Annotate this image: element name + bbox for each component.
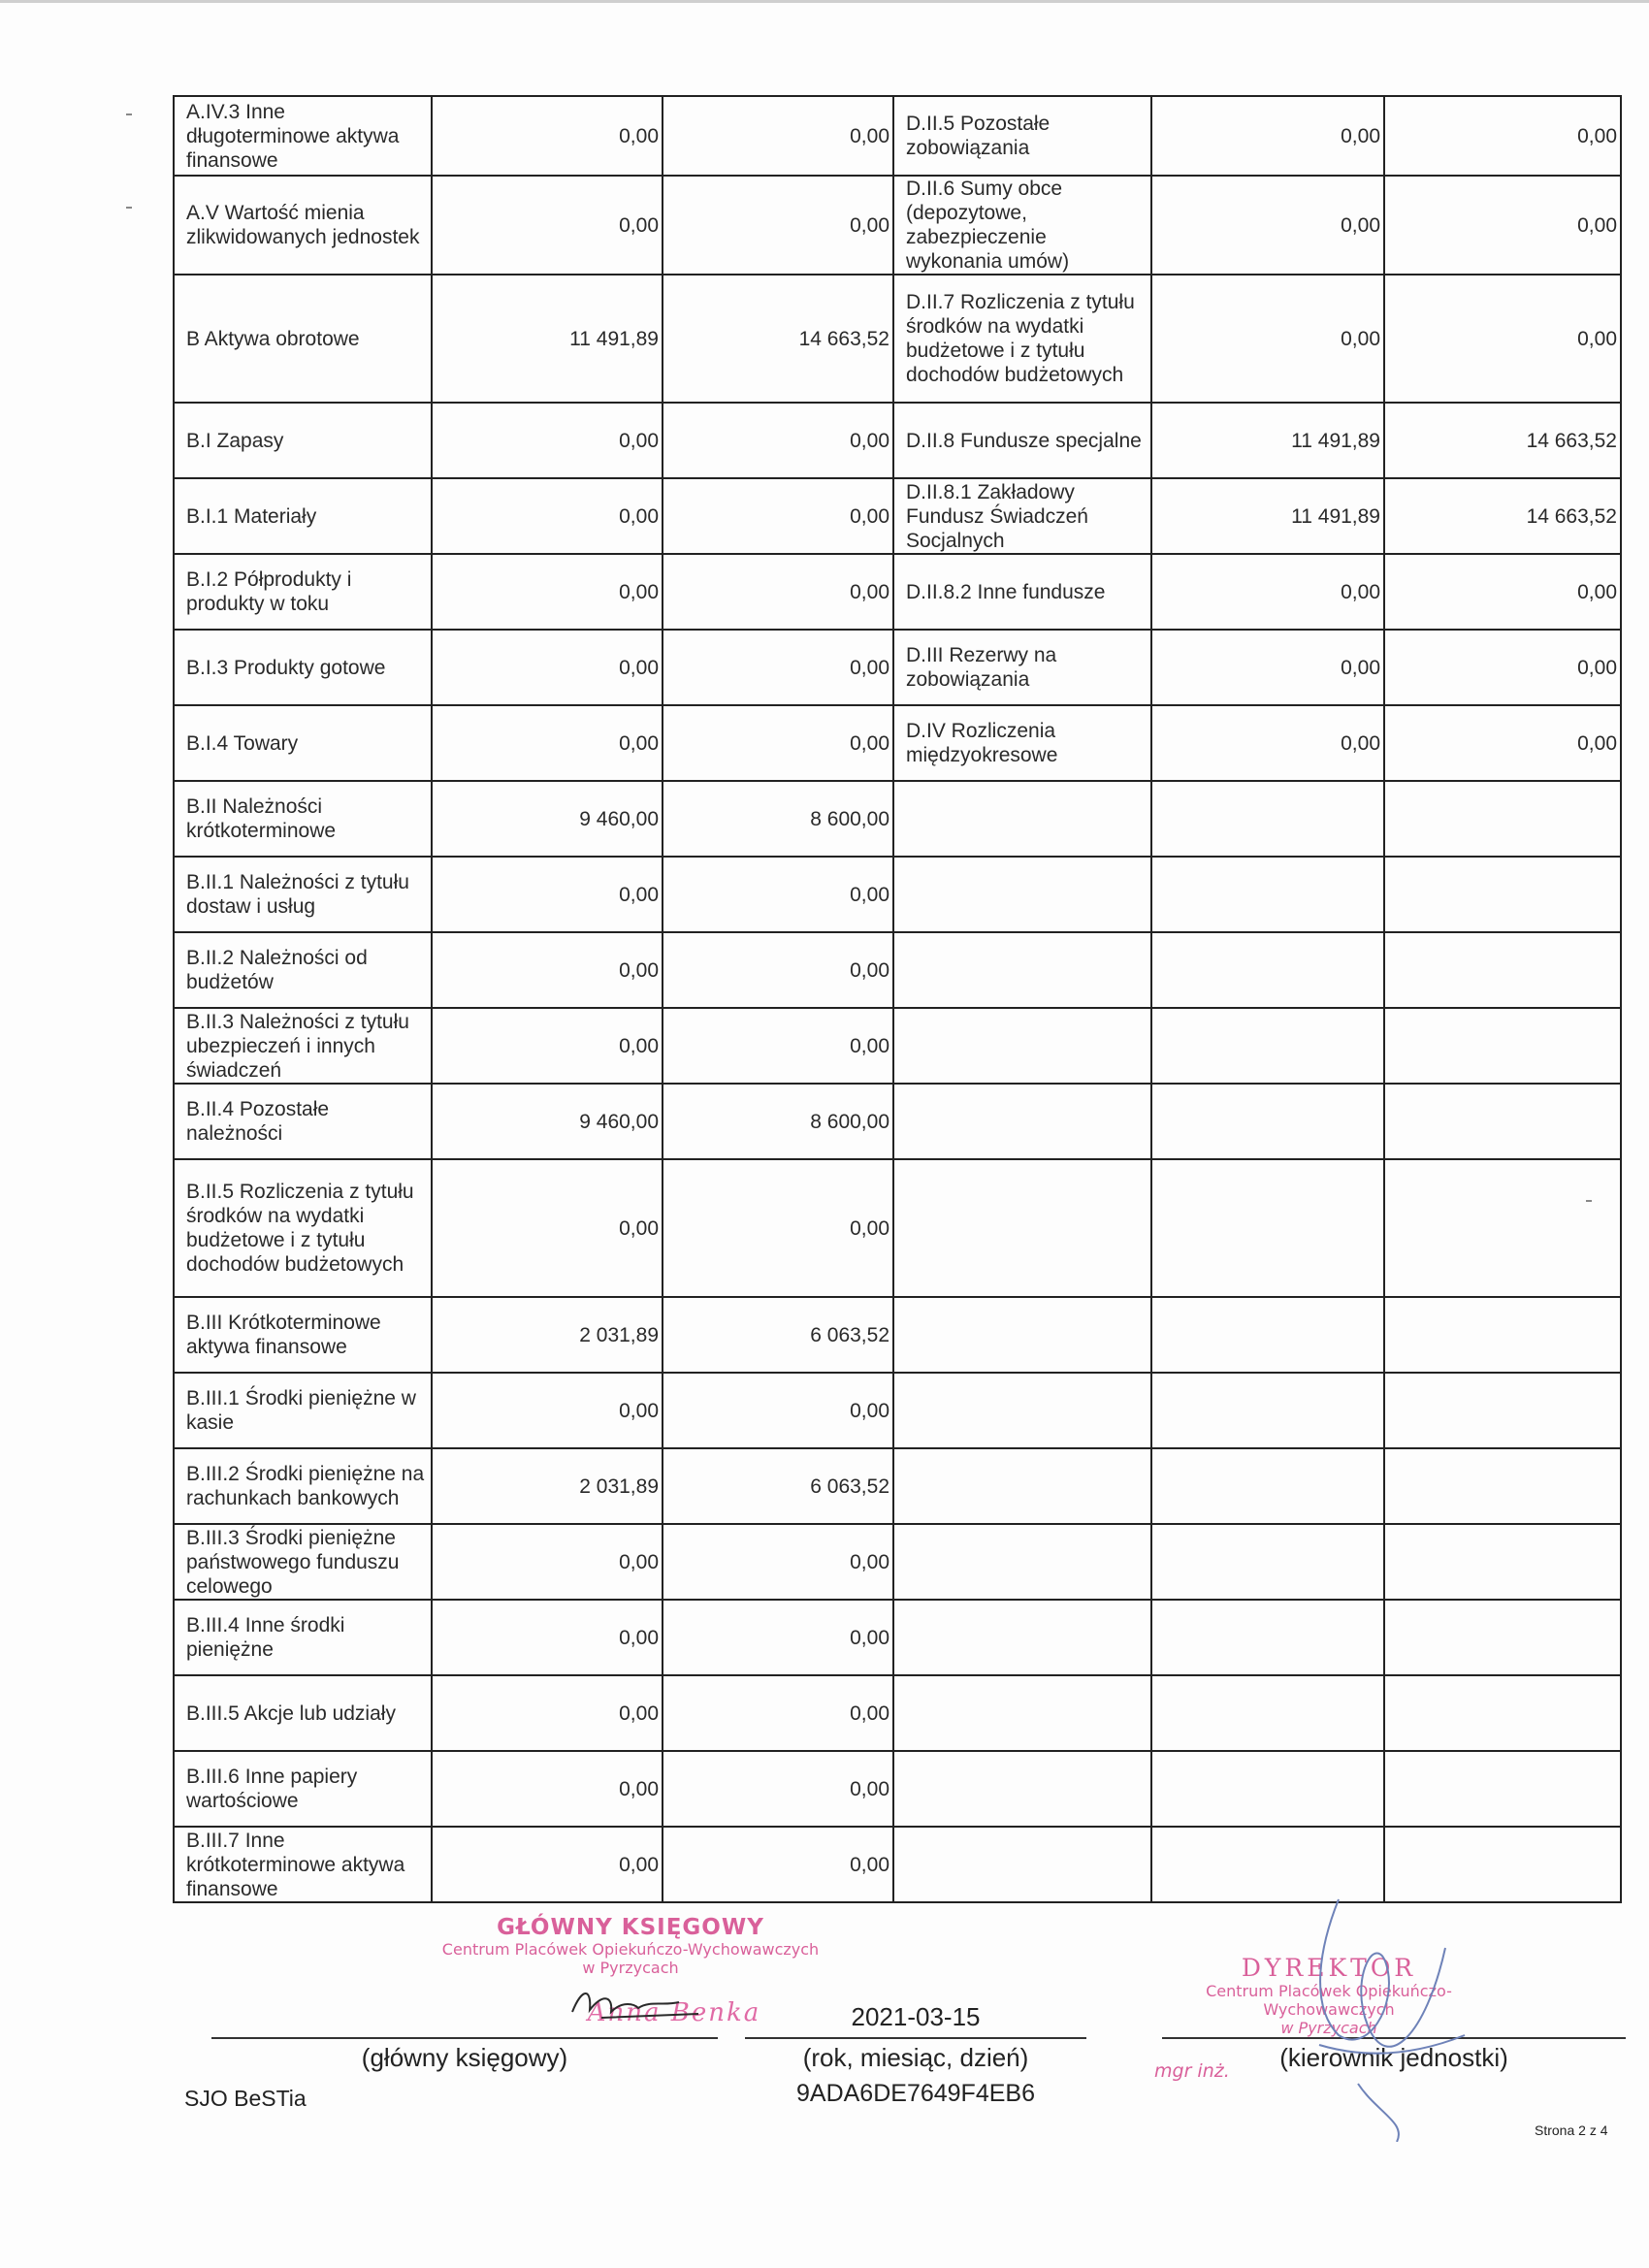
asset-value-current-cell: 0,00 bbox=[663, 478, 893, 554]
liability-value-current-cell bbox=[1384, 1297, 1621, 1373]
liability-label-cell bbox=[893, 1751, 1151, 1827]
document-checksum: 9ADA6DE7649F4EB6 bbox=[796, 2080, 1035, 2107]
date-line bbox=[745, 2037, 1086, 2039]
accountant-signature bbox=[563, 1983, 708, 2025]
asset-value-current-cell: 0,00 bbox=[663, 1827, 893, 1902]
asset-label-cell: B.II.5 Rozliczenia z tytułu środków na wydatki budżetowe i z tytułu dochodów budżetowych bbox=[174, 1159, 432, 1297]
liability-label-cell bbox=[893, 1084, 1151, 1159]
asset-value-prev-cell: 0,00 bbox=[432, 96, 663, 176]
liability-label-cell: D.III Rezerwy na zobowiązania bbox=[893, 630, 1151, 705]
liability-label-cell: D.II.8.1 Zakładowy Fundusz Świadczeń Socjalnych bbox=[893, 478, 1151, 554]
asset-label-cell: B.II.4 Pozostałe należności bbox=[174, 1084, 432, 1159]
table-row bbox=[174, 275, 1621, 403]
table-row bbox=[174, 1751, 1621, 1827]
asset-value-prev-cell: 0,00 bbox=[432, 705, 663, 781]
liability-value-prev-cell: 11 491,89 bbox=[1151, 478, 1384, 554]
asset-label-cell: B.III.6 Inne papiery wartościowe bbox=[174, 1751, 432, 1827]
stamp-title: GŁÓWNY KSIĘGOWY bbox=[497, 1915, 764, 1940]
table-row bbox=[174, 781, 1621, 857]
liability-value-current-cell bbox=[1384, 1008, 1621, 1084]
liability-value-prev-cell bbox=[1151, 781, 1384, 857]
liability-value-current-cell: 14 663,52 bbox=[1384, 403, 1621, 478]
asset-value-prev-cell: 0,00 bbox=[432, 403, 663, 478]
asset-label-cell: B.II.3 Należności z tytułu ubezpieczeń i innych świadczeń bbox=[174, 1008, 432, 1084]
asset-value-current-cell: 0,00 bbox=[663, 403, 893, 478]
table-row bbox=[174, 96, 1621, 176]
asset-value-current-cell: 0,00 bbox=[663, 1751, 893, 1827]
table-row bbox=[174, 1159, 1621, 1297]
stamp-line: mgr inż. bbox=[1154, 2060, 1230, 2082]
table-row bbox=[174, 403, 1621, 478]
liability-value-prev-cell bbox=[1151, 1675, 1384, 1751]
liability-value-current-cell: 0,00 bbox=[1384, 96, 1621, 176]
date-caption: (rok, miesiąc, dzień) bbox=[802, 2043, 1029, 2072]
asset-label-cell: B.III.7 Inne krótkoterminowe aktywa finansowe bbox=[174, 1827, 432, 1902]
stamp-name: Anna Benka bbox=[587, 1998, 761, 2027]
balance-sheet-table bbox=[173, 95, 1622, 1903]
liability-value-prev-cell bbox=[1151, 1084, 1384, 1159]
liability-value-prev-cell bbox=[1151, 1373, 1384, 1448]
table-row bbox=[174, 705, 1621, 781]
liability-value-current-cell: 0,00 bbox=[1384, 630, 1621, 705]
asset-value-prev-cell: 9 460,00 bbox=[432, 781, 663, 857]
table-row bbox=[174, 176, 1621, 275]
asset-value-prev-cell: 2 031,89 bbox=[432, 1297, 663, 1373]
liability-label-cell: D.II.8.2 Inne fundusze bbox=[893, 554, 1151, 630]
liability-value-current-cell: 0,00 bbox=[1384, 705, 1621, 781]
liability-value-current-cell: 0,00 bbox=[1384, 275, 1621, 403]
director-signature bbox=[1280, 1890, 1474, 2142]
liability-value-current-cell: 0,00 bbox=[1384, 176, 1621, 275]
asset-value-prev-cell: 0,00 bbox=[432, 1159, 663, 1297]
asset-label-cell: B.III.2 Środki pieniężne na rachunkach bankowych bbox=[174, 1448, 432, 1524]
liability-value-prev-cell: 0,00 bbox=[1151, 176, 1384, 275]
asset-value-current-cell: 0,00 bbox=[663, 857, 893, 932]
asset-value-current-cell: 0,00 bbox=[663, 1675, 893, 1751]
asset-value-current-cell: 0,00 bbox=[663, 932, 893, 1008]
asset-value-current-cell: 14 663,52 bbox=[663, 275, 893, 403]
table-row bbox=[174, 1448, 1621, 1524]
liability-value-prev-cell: 0,00 bbox=[1151, 275, 1384, 403]
system-name: SJO BeSTia bbox=[184, 2086, 307, 2111]
liability-label-cell: D.II.8 Fundusze specjalne bbox=[893, 403, 1151, 478]
stamp-title: DYREKTOR bbox=[1241, 1954, 1417, 1982]
asset-label-cell: B.II Należności krótkoterminowe bbox=[174, 781, 432, 857]
asset-value-prev-cell: 11 491,89 bbox=[432, 275, 663, 403]
liability-label-cell bbox=[893, 1297, 1151, 1373]
asset-value-current-cell: 0,00 bbox=[663, 1373, 893, 1448]
stamp-line: w Pyrzycach bbox=[1280, 2019, 1377, 2037]
asset-value-current-cell: 6 063,52 bbox=[663, 1297, 893, 1373]
date-value: 2021-03-15 bbox=[851, 2002, 981, 2031]
asset-value-prev-cell: 0,00 bbox=[432, 1373, 663, 1448]
table-row bbox=[174, 630, 1621, 705]
table-row bbox=[174, 554, 1621, 630]
liability-value-current-cell bbox=[1384, 781, 1621, 857]
asset-value-prev-cell: 0,00 bbox=[432, 554, 663, 630]
asset-value-prev-cell: 2 031,89 bbox=[432, 1448, 663, 1524]
scan-mark bbox=[126, 113, 132, 115]
asset-label-cell: B.I Zapasy bbox=[174, 403, 432, 478]
liability-label-cell bbox=[893, 1600, 1151, 1675]
asset-label-cell: B.III.5 Akcje lub udziały bbox=[174, 1675, 432, 1751]
liability-label-cell bbox=[893, 1448, 1151, 1524]
stamp-line: Centrum Placówek Opiekuńczo-Wychowawczych bbox=[1206, 1982, 1452, 2019]
liability-value-current-cell bbox=[1384, 932, 1621, 1008]
liability-value-current-cell bbox=[1384, 1751, 1621, 1827]
liability-label-cell bbox=[893, 1675, 1151, 1751]
liability-label-cell bbox=[893, 1524, 1151, 1600]
table-row bbox=[174, 857, 1621, 932]
liability-value-current-cell bbox=[1384, 1084, 1621, 1159]
asset-value-current-cell: 0,00 bbox=[663, 630, 893, 705]
liability-label-cell bbox=[893, 781, 1151, 857]
table-row bbox=[174, 1524, 1621, 1600]
asset-label-cell: B.I.1 Materiały bbox=[174, 478, 432, 554]
stamp-line: w Pyrzycach bbox=[582, 1959, 679, 1977]
asset-value-prev-cell: 0,00 bbox=[432, 1751, 663, 1827]
asset-label-cell: B.I.2 Półprodukty i produkty w toku bbox=[174, 554, 432, 630]
stamp-line: Centrum Placówek Opiekuńczo-Wychowawczych bbox=[441, 1940, 820, 1959]
liability-value-current-cell bbox=[1384, 1524, 1621, 1600]
asset-label-cell: A.IV.3 Inne długoterminowe aktywa finansowe bbox=[174, 96, 432, 176]
asset-value-current-cell: 8 600,00 bbox=[663, 781, 893, 857]
asset-value-prev-cell: 0,00 bbox=[432, 932, 663, 1008]
asset-value-current-cell: 8 600,00 bbox=[663, 1084, 893, 1159]
asset-label-cell: B.III.4 Inne środki pieniężne bbox=[174, 1600, 432, 1675]
liability-value-current-cell bbox=[1384, 1373, 1621, 1448]
table-row bbox=[174, 478, 1621, 554]
liability-value-prev-cell bbox=[1151, 1297, 1384, 1373]
asset-label-cell: B.III.3 Środki pieniężne państwowego funduszu celowego bbox=[174, 1524, 432, 1600]
liability-label-cell: D.II.6 Sumy obce (depozytowe, zabezpieczenie wykonania umów) bbox=[893, 176, 1151, 275]
liability-value-current-cell bbox=[1384, 1448, 1621, 1524]
asset-value-current-cell: 0,00 bbox=[663, 96, 893, 176]
table-row bbox=[174, 1008, 1621, 1084]
scan-mark bbox=[126, 207, 132, 209]
liability-value-prev-cell: 0,00 bbox=[1151, 96, 1384, 176]
asset-label-cell: B.III.1 Środki pieniężne w kasie bbox=[174, 1373, 432, 1448]
liability-value-prev-cell bbox=[1151, 1159, 1384, 1297]
liability-label-cell: D.IV Rozliczenia międzyokresowe bbox=[893, 705, 1151, 781]
table-row bbox=[174, 1675, 1621, 1751]
liability-value-current-cell: 0,00 bbox=[1384, 554, 1621, 630]
asset-label-cell: B.II.1 Należności z tytułu dostaw i usług bbox=[174, 857, 432, 932]
liability-value-prev-cell bbox=[1151, 857, 1384, 932]
asset-value-prev-cell: 0,00 bbox=[432, 1827, 663, 1902]
asset-label-cell: B.III Krótkoterminowe aktywa finansowe bbox=[174, 1297, 432, 1373]
table-row bbox=[174, 1297, 1621, 1373]
liability-value-prev-cell bbox=[1151, 1524, 1384, 1600]
asset-value-prev-cell: 0,00 bbox=[432, 1675, 663, 1751]
page-number: Strona 2 z 4 bbox=[1535, 2122, 1608, 2138]
asset-value-prev-cell: 0,00 bbox=[432, 857, 663, 932]
asset-value-current-cell: 0,00 bbox=[663, 1159, 893, 1297]
asset-value-current-cell: 0,00 bbox=[663, 1524, 893, 1600]
asset-value-prev-cell: 0,00 bbox=[432, 630, 663, 705]
liability-value-prev-cell bbox=[1151, 1008, 1384, 1084]
liability-label-cell bbox=[893, 1159, 1151, 1297]
asset-value-current-cell: 0,00 bbox=[663, 1008, 893, 1084]
asset-value-prev-cell: 0,00 bbox=[432, 1600, 663, 1675]
liability-label-cell bbox=[893, 932, 1151, 1008]
liability-value-prev-cell bbox=[1151, 1448, 1384, 1524]
liability-value-current-cell bbox=[1384, 1675, 1621, 1751]
asset-value-current-cell: 0,00 bbox=[663, 705, 893, 781]
liability-label-cell bbox=[893, 1008, 1151, 1084]
accountant-caption: (główny księgowy) bbox=[361, 2043, 568, 2072]
table-row bbox=[174, 1084, 1621, 1159]
asset-label-cell: B Aktywa obrotowe bbox=[174, 275, 432, 403]
asset-value-current-cell: 0,00 bbox=[663, 1600, 893, 1675]
table-row bbox=[174, 1373, 1621, 1448]
asset-value-prev-cell: 0,00 bbox=[432, 478, 663, 554]
liability-label-cell: D.II.5 Pozostałe zobowiązania bbox=[893, 96, 1151, 176]
asset-value-prev-cell: 0,00 bbox=[432, 1524, 663, 1600]
table-row bbox=[174, 1600, 1621, 1675]
liability-value-prev-cell bbox=[1151, 1600, 1384, 1675]
asset-label-cell: A.V Wartość mienia zlikwidowanych jednostek bbox=[174, 176, 432, 275]
liability-value-prev-cell: 0,00 bbox=[1151, 630, 1384, 705]
liability-value-current-cell bbox=[1384, 1159, 1621, 1297]
asset-value-current-cell: 0,00 bbox=[663, 176, 893, 275]
asset-label-cell: B.I.4 Towary bbox=[174, 705, 432, 781]
liability-value-prev-cell: 0,00 bbox=[1151, 705, 1384, 781]
liability-label-cell bbox=[893, 1373, 1151, 1448]
liability-value-current-cell: 14 663,52 bbox=[1384, 478, 1621, 554]
asset-value-prev-cell: 0,00 bbox=[432, 1008, 663, 1084]
liability-value-prev-cell bbox=[1151, 1751, 1384, 1827]
liability-label-cell: D.II.7 Rozliczenia z tytułu środków na wydatki budżetowe i z tytułu dochodów budżetowych bbox=[893, 275, 1151, 403]
liability-value-prev-cell: 0,00 bbox=[1151, 554, 1384, 630]
liability-value-prev-cell bbox=[1151, 932, 1384, 1008]
liability-value-current-cell bbox=[1384, 1600, 1621, 1675]
table-row bbox=[174, 932, 1621, 1008]
asset-label-cell: B.I.3 Produkty gotowe bbox=[174, 630, 432, 705]
asset-value-current-cell: 6 063,52 bbox=[663, 1448, 893, 1524]
asset-value-prev-cell: 9 460,00 bbox=[432, 1084, 663, 1159]
asset-value-prev-cell: 0,00 bbox=[432, 176, 663, 275]
head-caption: (kierownik jednostki) bbox=[1279, 2043, 1508, 2072]
asset-value-current-cell: 0,00 bbox=[663, 554, 893, 630]
liability-value-current-cell bbox=[1384, 857, 1621, 932]
liability-label-cell bbox=[893, 1827, 1151, 1902]
liability-label-cell bbox=[893, 857, 1151, 932]
asset-label-cell: B.II.2 Należności od budżetów bbox=[174, 932, 432, 1008]
liability-value-prev-cell: 11 491,89 bbox=[1151, 403, 1384, 478]
accountant-signature-line bbox=[211, 2037, 718, 2039]
